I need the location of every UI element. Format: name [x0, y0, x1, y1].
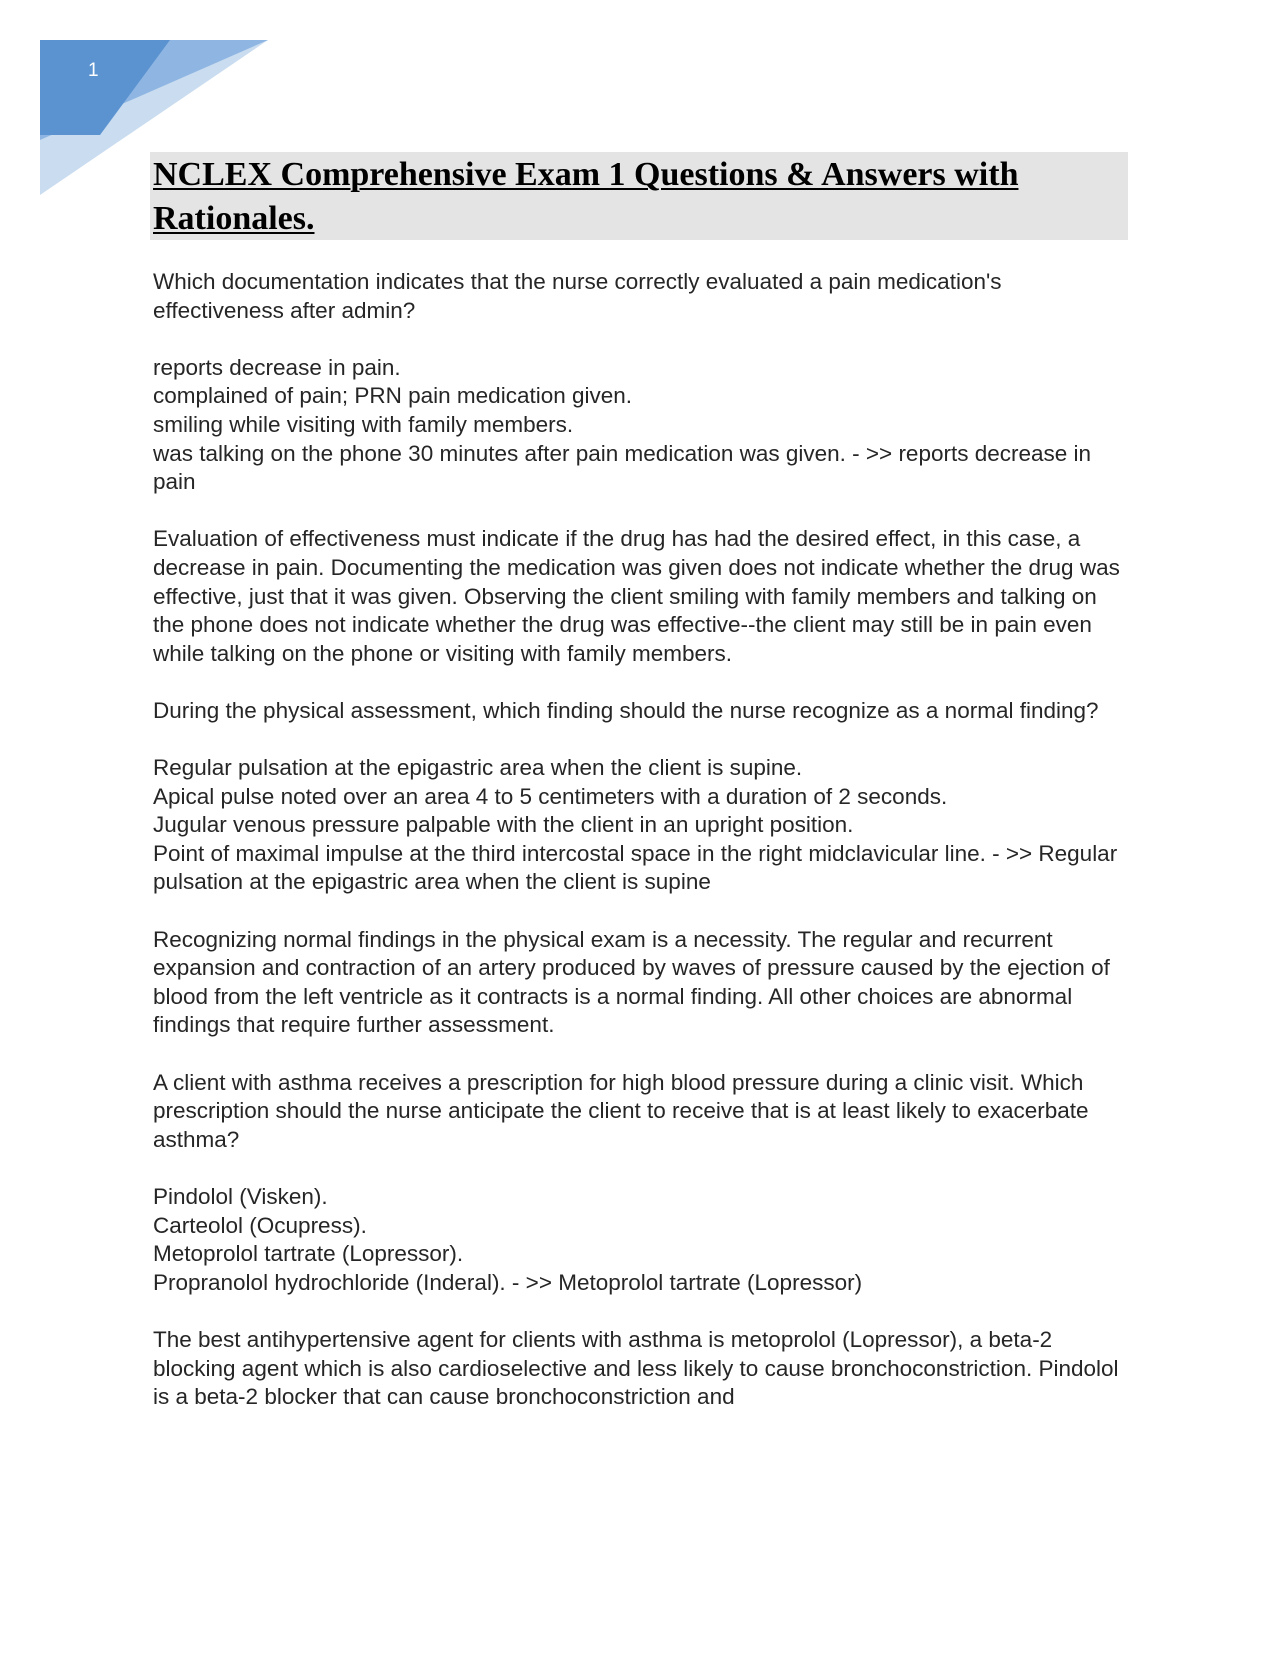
option-3d: Propranolol hydrochloride (Inderal). - >> Metoprolol tartrate (Lopressor) — [153, 1269, 863, 1295]
option-2d: Point of maximal impulse at the third intercostal space in the right midclavicular line. - >> Regular pulsation at the epigastric area when the client is supine — [153, 840, 1118, 895]
option-1d: was talking on the phone 30 minutes after pain medication was given. - >> reports decrease in pain — [153, 440, 1092, 495]
option-1a: reports decrease in pain. — [153, 354, 401, 380]
rationale-2: Recognizing normal findings in the physical exam is a necessity. The regular and recurrent expansion and contraction of an artery produced by waves of pressure caused by the ejection of blood from the left ventricle as it contracts is a normal finding. All other choices are abnormal findings that require further assessment. — [153, 926, 1110, 1038]
option-1b: complained of pain; PRN pain medication given. — [153, 383, 633, 409]
question-3: A client with asthma receives a prescription for high blood pressure during a clinic visit. Which prescription should the nurse anticipate the client to receive that is at least likely to exacerbate asthma? — [153, 1069, 1089, 1152]
option-1c: smiling while visiting with family members. — [153, 411, 574, 437]
option-3b: Carteolol (Ocupress). — [153, 1212, 367, 1238]
page-number: 1 — [88, 60, 99, 81]
option-3c: Metoprolol tartrate (Lopressor). — [153, 1241, 464, 1267]
answer-options-3 — [153, 1183, 1128, 1297]
rationale-1: Evaluation of effectiveness must indicate if the drug has had the desired effect, in this case, a decrease in pain. Documenting the medication was given does not indicate whether the drug was effective, just that it was given. Observing the client smiling with family members and talking on the phone does not indicate whether the drug was effective--the client may still be in pain even while talking on the phone or visiting with family members. — [153, 526, 1120, 666]
answer-options-2 — [153, 754, 1128, 897]
question-1: Which documentation indicates that the nurse correctly evaluated a pain medication's effectiveness after admin? — [153, 269, 1002, 323]
option-2b: Apical pulse noted over an area 4 to 5 centimeters with a duration of 2 seconds. — [153, 783, 948, 809]
answer-options-1 — [153, 354, 1128, 497]
question-2: During the physical assessment, which finding should the nurse recognize as a normal finding? — [153, 697, 1099, 723]
document-body — [153, 268, 1128, 1440]
option-2a: Regular pulsation at the epigastric area when the client is supine. — [153, 755, 803, 781]
document-title: NCLEX Comprehensive Exam 1 Questions & Answers with Rationales. — [153, 156, 1019, 237]
rationale-3: The best antihypertensive agent for clients with asthma is metoprolol (Lopressor), a beta-2 blocking agent which is also cardioselective and less likely to cause bronchoconstriction. Pindolol is a beta-2 blocker that can cause bronchoconstriction and — [153, 1326, 1119, 1410]
option-3a: Pindolol (Visken). — [153, 1184, 328, 1209]
option-2c: Jugular venous pressure palpable with the client in an upright position. — [153, 812, 854, 838]
